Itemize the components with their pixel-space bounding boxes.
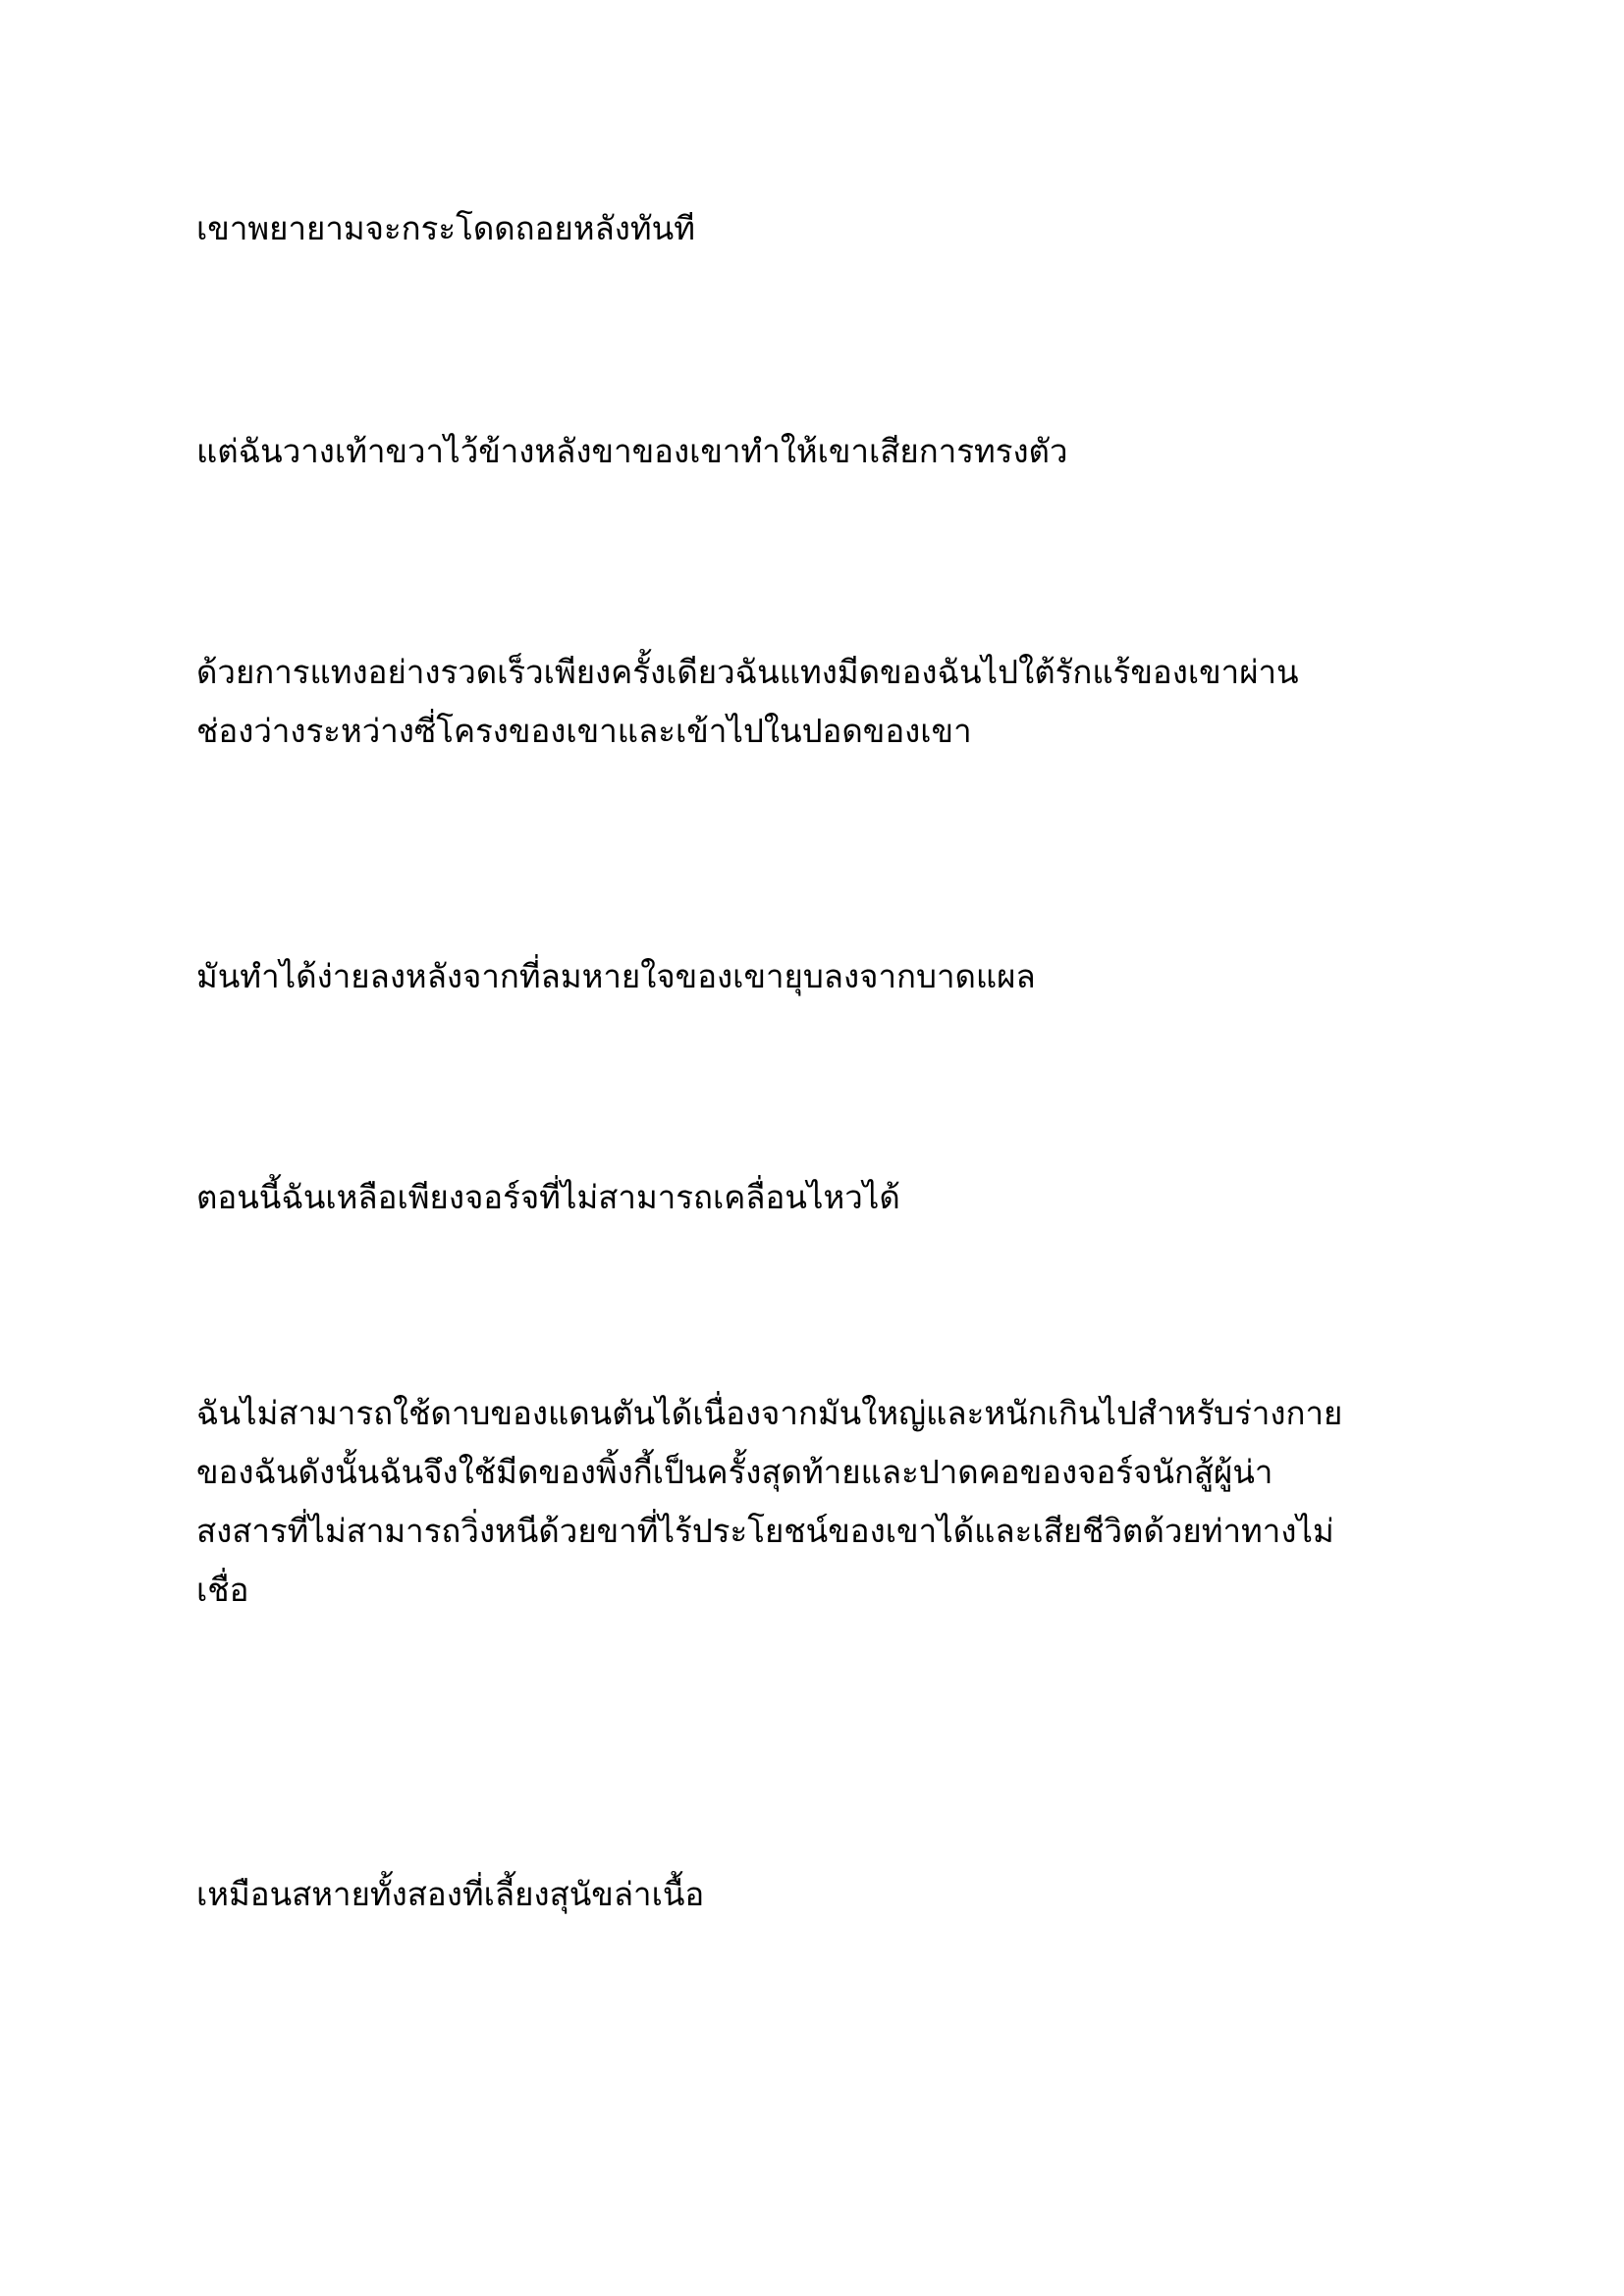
- paragraph-line: เขาพยายามจะกระโดดถอยหลังทันที: [196, 209, 695, 247]
- paragraph-1: [196, 199, 1434, 258]
- paragraph-line: เชื่อ: [196, 1571, 249, 1609]
- paragraph-line: ช่องว่างระหว่างซี่โครงของเขาและเข้าไปในปอดของเขา: [196, 712, 972, 750]
- paragraph-line: ของฉันดังนั้นฉันจึงใช้มีดของพิ้งกี้เป็นครั้งสุดท้ายและปาดคอของจอร์จนักสู้ผู้น่า: [196, 1453, 1273, 1491]
- paragraph-line: ด้วยการแทงอย่างรวดเร็วเพียงครั้งเดียวฉันแทงมีดของฉันไปใต้รักแร้ของเขาผ่าน: [196, 653, 1299, 691]
- paragraph-line: สงสารที่ไม่สามารถวิ่งหนีด้วยขาที่ไร้ประโยชน์ของเขาได้และเสียชีวิตด้วยท่าทางไม่: [196, 1512, 1334, 1550]
- paragraph-3: [196, 643, 1434, 761]
- paragraph-5: [196, 1168, 1434, 1227]
- paragraph-2: [196, 422, 1434, 481]
- paragraph-line: ฉันไม่สามารถใช้ดาบของแดนตันได้เนื่องจากมันใหญ่และหนักเกินไปสำหรับร่างกาย: [196, 1394, 1343, 1432]
- paragraph-line: แต่ฉันวางเท้าขวาไว้ข้างหลังขาของเขาทำให้เขาเสียการทรงตัว: [196, 432, 1068, 470]
- paragraph-4: [196, 947, 1434, 1006]
- paragraph-line: มันทำได้ง่ายลงหลังจากที่ลมหายใจของเขายุบลงจากบาดแผล: [196, 957, 1036, 995]
- paragraph-7: [196, 1865, 1434, 1924]
- paragraph-line: ตอนนี้ฉันเหลือเพียงจอร์จที่ไม่สามารถเคลื่อนไหวได้: [196, 1178, 900, 1216]
- paragraph-line: เหมือนสหายทั้งสองที่เลี้ยงสุนัขล่าเนื้อ: [196, 1875, 705, 1913]
- paragraph-6: [196, 1384, 1434, 1620]
